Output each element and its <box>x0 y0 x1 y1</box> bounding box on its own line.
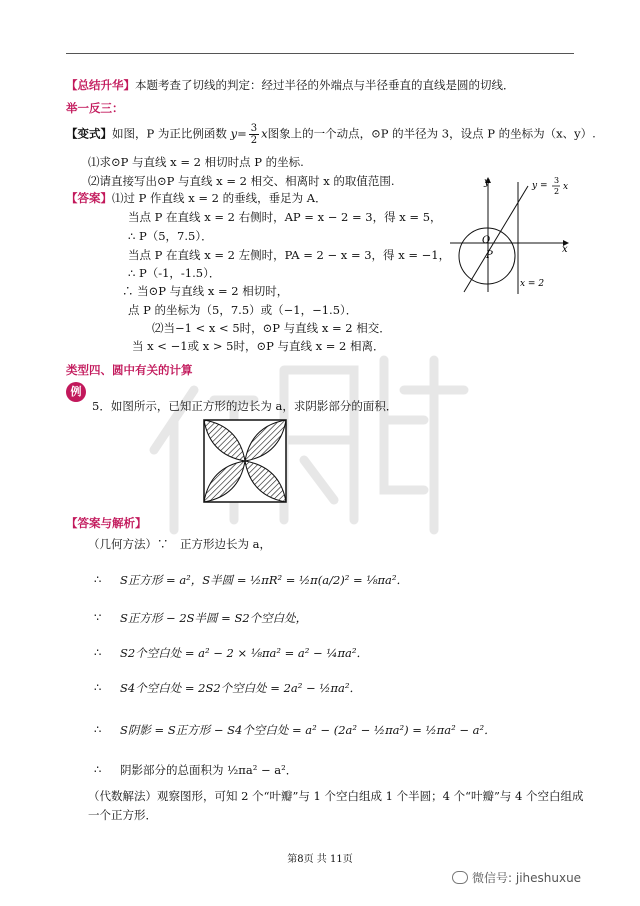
variant-q1: ⑴求⊙P 与直线 x = 2 相切时点 P 的坐标. <box>88 155 304 169</box>
summary-line <box>66 77 515 93</box>
variant-fn-num: 3 <box>250 123 258 134</box>
variant-fn-x: x <box>261 126 268 141</box>
answer-tag: 【答案】 <box>66 191 112 205</box>
variant-line <box>66 123 596 146</box>
wechat-icon <box>452 871 468 884</box>
example-text: 5．如图所示，已知正方形的边长为 a，求阴影部分的面积． <box>92 399 398 413</box>
graph-vline-label: x = 2 <box>520 279 545 289</box>
solution-geo-intro: （几何方法）∵ 正方形边长为 a， <box>88 537 272 551</box>
answer-l8: ⑵当−1 < x < 5时，⊙P 与直线 x = 2 相交． <box>152 321 391 335</box>
answer-l5: ∴ P（-1，-1.5）． <box>128 266 221 280</box>
solution-alg2: 一个正方形． <box>88 808 157 822</box>
variant-q2: ⑵请直接写出⊙P 与直线 x = 2 相交、相离时 x 的取值范围. <box>88 174 395 188</box>
solution-s4-pre: ∴ <box>94 680 102 694</box>
variant-fn-eq: = <box>237 126 247 141</box>
solution-s6: 阴影部分的总面积为 ½πa² − a²． <box>120 763 298 777</box>
solution-s2: S正方形 − 2S半圆 = S2个空白处， <box>120 611 308 625</box>
header-rule <box>66 53 574 54</box>
variant-fn-frac <box>249 123 259 146</box>
variant-fn-y: y <box>230 126 238 141</box>
solution-s4: S4个空白处 = 2S2个空白处 = 2a² − ½πa²． <box>120 681 361 695</box>
graph-line-x: x <box>563 182 569 192</box>
variant-fn-den: 2 <box>250 135 258 146</box>
answer-l7: 点 P 的坐标为（5，7.5）或（−1，−1.5）． <box>128 303 358 317</box>
solution-s2-pre: ∵ <box>94 610 102 624</box>
graph-line-num: 3 <box>554 176 560 185</box>
graph-p-label: P <box>486 250 493 261</box>
page-footer: 第8页 共 11页 <box>287 854 353 865</box>
solution-s3: S2个空白处 = a² − 2 × ⅛πa² = a² − ¼πa²． <box>120 646 369 660</box>
answer-l2: 当点 P 在直线 x = 2 右侧时，AP = x − 2 = 3，得 x = 5， <box>128 210 442 224</box>
wechat-id: 微信号: jiheshuxue <box>472 871 582 885</box>
juyi-heading: 举一反三： <box>66 101 124 115</box>
answer-l1: ⑴过 P 作直线 x = 2 的垂线，垂足为 A． <box>112 191 327 205</box>
wechat-label <box>452 869 581 886</box>
variant-text-b: 图象上的一个动点，⊙P 的半径为 3，设点 P 的坐标为（x、y）. <box>267 126 596 141</box>
answer-line1 <box>66 190 327 206</box>
graph-origin-label: O <box>482 235 491 246</box>
section4-title: 类型四、圆中有关的计算 <box>66 363 193 377</box>
solution-alg1: （代数解法）观察图形，可知 2 个“叶瓣”与 1 个空白组成 1 个半圆；4 个“叶瓣”与 4 个空白组成 <box>88 789 584 803</box>
solution-s5: S阴影 = S正方形 − S4个空白处 = a² − (2a² − ½πa²) = ½πa² − a²． <box>120 723 496 737</box>
answer-l9: 当 x < −1或 x > 5时，⊙P 与直线 x = 2 相离． <box>132 339 385 353</box>
solution-s5-pre: ∴ <box>94 722 102 736</box>
summary-tag: 【总结升华】 <box>66 78 135 92</box>
solution-s1-pre: ∴ <box>94 572 102 586</box>
summary-text: 本题考查了切线的判定：经过半径的外端点与半径垂直的直线是圆的切线． <box>135 78 515 92</box>
answer-l3: ∴ P（5，7.5）． <box>128 229 213 243</box>
example-badge: 例 <box>66 382 86 402</box>
graph-line-label-y: y = <box>532 181 548 191</box>
solution-s3-pre: ∴ <box>94 645 102 659</box>
answer-l6: ∴ 当⊙P 与直线 x = 2 相切时， <box>122 284 289 298</box>
square-petal-figure <box>202 418 288 504</box>
answer-l4: 当点 P 在直线 x = 2 左侧时，PA = 2 − x = 3，得 x = −1， <box>128 248 451 262</box>
variant-tag: 【变式】 <box>66 126 112 141</box>
solution-s6-pre: ∴ <box>94 762 102 776</box>
graph-y-label: y <box>484 177 490 188</box>
graph-x-label: x <box>562 244 568 255</box>
variant-text-a: 如图，P 为正比例函数 <box>112 126 227 141</box>
solution-tag: 【答案与解析】 <box>66 516 147 530</box>
coordinate-graph <box>446 172 576 297</box>
solution-s1: S正方形 = a²，S半圆 = ½πR² = ½π(a/2)² = ⅛πa²． <box>120 573 408 587</box>
graph-line-den: 2 <box>554 187 560 196</box>
